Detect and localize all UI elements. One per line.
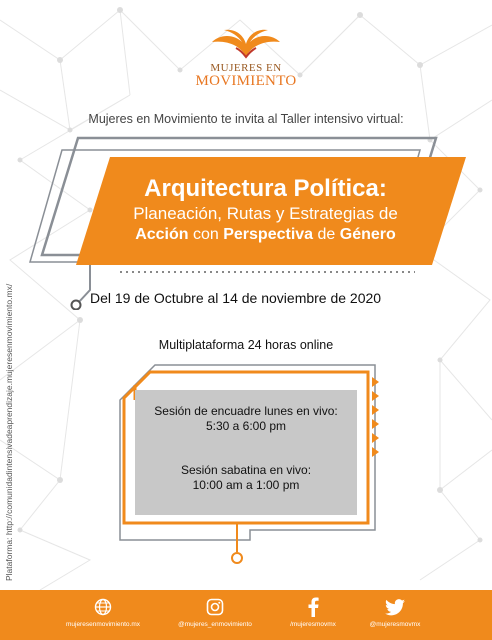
platform-text: Multiplataforma 24 horas online — [158, 338, 334, 352]
logo-text-bottom: MOVIMIENTO — [195, 73, 297, 89]
invite-text: Mujeres en Movimiento te invita al Taller intensivo virtual: — [88, 112, 404, 126]
title-word-de: de — [313, 226, 340, 243]
footer-facebook-label: /mujeresmovmx — [290, 621, 336, 628]
title-word-con: con — [188, 226, 224, 243]
footer-twitter-label: @mujeresmovmx — [369, 621, 421, 628]
footer-instagram[interactable] — [160, 596, 270, 628]
brand-logo — [190, 28, 302, 89]
twitter-icon — [385, 599, 405, 616]
title-word-genero: Género — [339, 226, 396, 243]
logo-text-top: MUJERES EN — [210, 62, 282, 74]
platform-url-vertical[interactable]: Plataforma: http://comunidadintensivadeaprendizaje.mujeresenmovimiento.mx/ — [4, 283, 14, 581]
footer-instagram-label: @mujeres_enmovimiento — [178, 621, 252, 628]
wings-logo-icon — [206, 28, 286, 60]
footer-website[interactable] — [48, 596, 158, 628]
instagram-icon — [206, 598, 224, 616]
session-info-box — [135, 390, 357, 515]
title-line-3 — [88, 224, 443, 245]
globe-icon — [94, 598, 112, 616]
title-word-accion: Acción — [135, 226, 189, 243]
dates-text: Del 19 de Octubre al 14 de noviembre de 2020 — [90, 290, 382, 306]
session-sabatina — [135, 463, 357, 493]
session-encuadre — [135, 404, 357, 434]
session-sabatina-title: Sesión sabatina en vivo: — [180, 463, 312, 477]
title-line-1: Arquitectura Política: — [144, 175, 387, 202]
title-word-perspectiva: Perspectiva — [223, 226, 314, 243]
social-footer — [0, 590, 492, 640]
footer-twitter[interactable] — [340, 596, 450, 628]
facebook-icon — [306, 597, 320, 617]
session-encuadre-time: 5:30 a 6:00 pm — [205, 419, 287, 433]
session-encuadre-title: Sesión de encuadre lunes en vivo: — [154, 404, 338, 418]
session-sabatina-time: 10:00 am a 1:00 pm — [192, 478, 300, 492]
title-line-2: Planeación, Rutas y Estrategias de — [133, 204, 398, 223]
footer-website-label: mujeresenmovimiento.mx — [65, 621, 141, 628]
workshop-title — [88, 175, 443, 245]
